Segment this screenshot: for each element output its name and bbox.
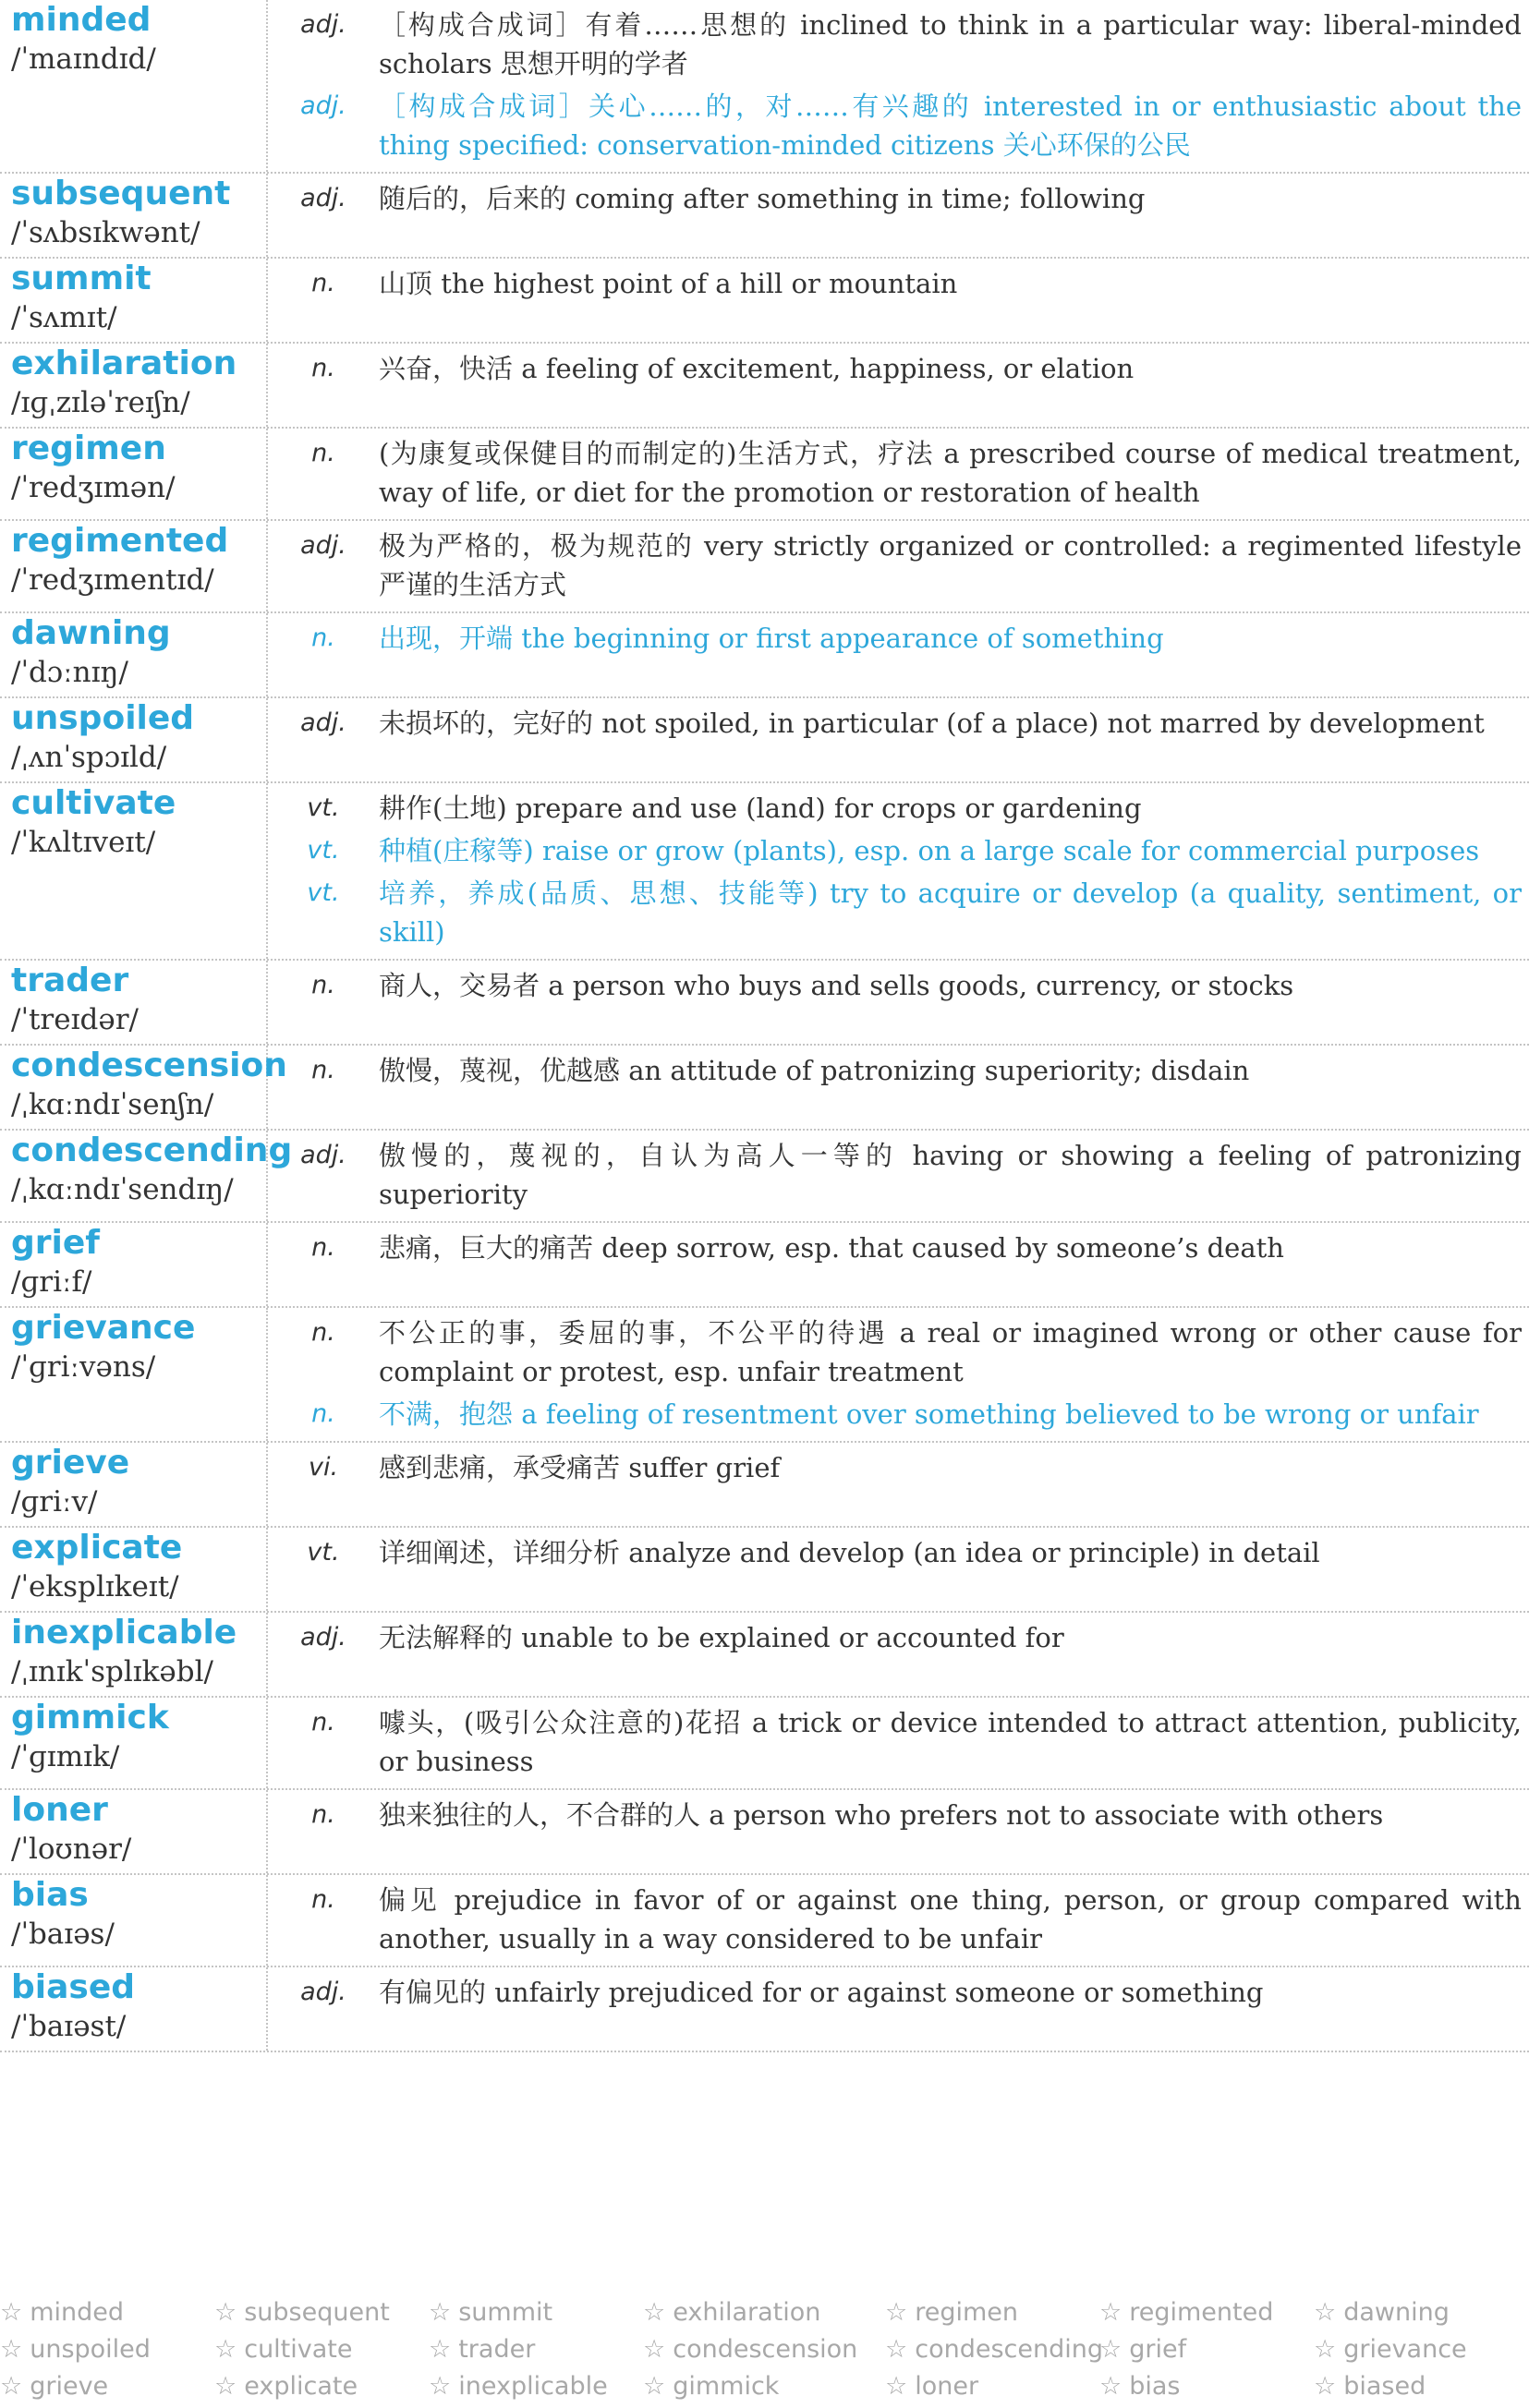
star-icon: ☆	[429, 2372, 452, 2401]
review-word-label: biased	[1343, 2372, 1426, 2401]
sense	[268, 1051, 1522, 1090]
review-word	[1314, 2331, 1529, 2368]
word-review-grid	[0, 2294, 1529, 2405]
definition-cell	[268, 344, 1529, 427]
definition-cell	[268, 1967, 1529, 2051]
definition: 偏见 prejudice in favor of or against one thing, person, or group compared with another, usually in a way considered to be unfair	[379, 1884, 1522, 1954]
star-icon: ☆	[1099, 2372, 1122, 2401]
review-word	[0, 2331, 214, 2368]
part-of-speech: n.	[311, 269, 335, 297]
headword: exhilaration	[11, 345, 237, 382]
headword: cultivate	[11, 784, 176, 822]
headword-cell	[0, 698, 268, 781]
definition: 无法解释的 unable to be explained or accounted for	[379, 1622, 1064, 1653]
part-of-speech: adj.	[300, 10, 346, 39]
review-word-label: trader	[458, 2335, 536, 2364]
part-of-speech: n.	[311, 623, 335, 652]
definition-cell	[268, 1613, 1529, 1696]
entry-row	[0, 1308, 1529, 1443]
review-word-label: summit	[458, 2298, 553, 2327]
entry-row	[0, 1131, 1529, 1223]
review-word-label: grieve	[30, 2372, 109, 2401]
review-word-label: condescending	[915, 2335, 1103, 2364]
headword-cell	[0, 1223, 268, 1306]
phonetic: /ˈsʌbsɪkwənt/	[11, 216, 200, 249]
part-of-speech: n.	[311, 1056, 335, 1084]
definition: 傲慢的，蔑视的，自认为高人一等的 having or showing a feeling of patronizing superiority	[379, 1140, 1522, 1210]
headword-cell	[0, 0, 268, 172]
review-word	[885, 2294, 1099, 2331]
definition-cell	[268, 1443, 1529, 1526]
phonetic: /ˌʌnˈspɔɪld/	[11, 741, 167, 774]
definition: 傲慢，蔑视，优越感 an attitude of patronizing superiority; disdain	[379, 1055, 1250, 1086]
definition: 有偏见的 unfairly prejudiced for or against someone or something	[379, 1977, 1264, 2008]
headword: grievance	[11, 1309, 196, 1347]
headword: condescending	[11, 1131, 293, 1169]
review-word	[429, 2294, 643, 2331]
star-icon: ☆	[1314, 2335, 1337, 2364]
sense	[268, 87, 1522, 164]
definition-cell	[268, 613, 1529, 696]
sense	[268, 264, 1522, 303]
headword: summit	[11, 260, 152, 297]
definition: 培养，养成(品质、思想、技能等) try to acquire or develop (a quality, sentiment, or skill)	[379, 877, 1522, 948]
headword: trader	[11, 962, 129, 999]
phonetic: /ɡriːv/	[11, 1485, 98, 1519]
definition: 独来独往的人，不合群的人 a person who prefers not to associate with others	[379, 1799, 1384, 1831]
phonetic: /ɡriːf/	[11, 1265, 92, 1299]
headword-cell	[0, 1698, 268, 1788]
headword-cell	[0, 1443, 268, 1526]
sense	[268, 1618, 1522, 1657]
definition: 感到悲痛，承受痛苦 suffer grief	[379, 1452, 781, 1483]
headword: condescension	[11, 1047, 287, 1084]
definition-cell	[268, 1790, 1529, 1873]
definition-cell	[268, 0, 1529, 172]
sense	[268, 349, 1522, 388]
sense	[268, 1448, 1522, 1487]
review-word-label: regimented	[1129, 2298, 1274, 2327]
phonetic: /ˈredʒɪmentɪd/	[11, 563, 214, 597]
headword: grieve	[11, 1444, 130, 1482]
headword: dawning	[11, 614, 171, 652]
review-word	[214, 2368, 429, 2405]
entry-row	[0, 613, 1529, 698]
definition-cell	[268, 429, 1529, 519]
sense	[268, 6, 1522, 83]
phonetic: /ɪɡˌzɪləˈreɪʃn/	[11, 386, 190, 419]
part-of-speech: n.	[311, 1800, 335, 1829]
headword-cell	[0, 961, 268, 1044]
phonetic: /ˈdɔːnɪŋ/	[11, 656, 128, 689]
entry-row	[0, 259, 1529, 344]
star-icon: ☆	[0, 2372, 23, 2401]
entry-row	[0, 344, 1529, 429]
part-of-speech: n.	[311, 971, 335, 999]
headword-cell	[0, 521, 268, 611]
star-icon: ☆	[885, 2372, 908, 2401]
star-icon: ☆	[429, 2298, 452, 2327]
part-of-speech: adj.	[300, 91, 346, 120]
part-of-speech: n.	[311, 1318, 335, 1347]
part-of-speech: adj.	[300, 531, 346, 560]
definition-cell	[268, 698, 1529, 781]
sense	[268, 1973, 1522, 2012]
entry-row	[0, 429, 1529, 521]
review-word	[214, 2331, 429, 2368]
sense	[268, 434, 1522, 512]
star-icon: ☆	[214, 2298, 237, 2327]
definition-cell	[268, 961, 1529, 1044]
headword-cell	[0, 259, 268, 342]
headword: explicate	[11, 1529, 183, 1567]
phonetic: /ˈredʒɪmən/	[11, 471, 176, 504]
star-icon: ☆	[885, 2298, 908, 2327]
part-of-speech: n.	[311, 1885, 335, 1914]
part-of-speech: n.	[311, 439, 335, 467]
headword-cell	[0, 1528, 268, 1611]
definition: 悲痛，巨大的痛苦 deep sorrow, esp. that caused by someone’s death	[379, 1232, 1284, 1264]
part-of-speech: adj.	[300, 708, 346, 737]
phonetic: /ˈɡɪmɪk/	[11, 1740, 120, 1773]
headword: minded	[11, 1, 152, 39]
phonetic: /ˌɪnɪkˈsplɪkəbl/	[11, 1655, 213, 1688]
sense	[268, 1395, 1522, 1434]
headword: grief	[11, 1224, 100, 1262]
headword: unspoiled	[11, 699, 195, 737]
entry-row	[0, 1967, 1529, 2052]
definition: 出现，开端 the beginning or first appearance of something	[379, 623, 1164, 654]
headword: biased	[11, 1968, 136, 2006]
part-of-speech: n.	[311, 1233, 335, 1262]
review-word	[429, 2331, 643, 2368]
headword-cell	[0, 344, 268, 427]
star-icon: ☆	[0, 2298, 23, 2327]
part-of-speech: vt.	[307, 793, 340, 822]
review-word-label: explicate	[244, 2372, 358, 2401]
sense	[268, 1703, 1522, 1781]
star-icon: ☆	[214, 2372, 237, 2401]
headword-cell	[0, 429, 268, 519]
review-word	[0, 2368, 214, 2405]
entry-row	[0, 1698, 1529, 1790]
headword-cell	[0, 174, 268, 257]
definition: ［构成合成词］关心……的，对……有兴趣的 interested in or enthusiastic about the thing specified: conservation-minded citizens 关心环保的公民	[379, 91, 1522, 161]
definition: 未损坏的，完好的 not spoiled, in particular (of a place) not marred by development	[379, 708, 1485, 739]
review-word	[643, 2368, 885, 2405]
sense	[268, 1533, 1522, 1572]
headword: gimmick	[11, 1699, 169, 1736]
review-word	[0, 2294, 214, 2331]
review-word-label: condescension	[673, 2335, 858, 2364]
part-of-speech: vt.	[307, 1538, 340, 1567]
star-icon: ☆	[1314, 2372, 1337, 2401]
definition-cell	[268, 1131, 1529, 1221]
entry-row	[0, 1046, 1529, 1131]
headword-cell	[0, 1875, 268, 1966]
review-word-label: dawning	[1343, 2298, 1450, 2327]
phonetic: /ˈeksplɪkeɪt/	[11, 1570, 179, 1603]
review-word-label: minded	[30, 2298, 125, 2327]
sense	[268, 1881, 1522, 1958]
review-word-label: exhilaration	[673, 2298, 821, 2327]
part-of-speech: n.	[311, 1708, 335, 1736]
part-of-speech: adj.	[300, 1141, 346, 1169]
definition: 噱头，(吸引公众注意的)花招 a trick or device intended to attract attention, publicity, or business	[379, 1707, 1522, 1777]
headword: regimen	[11, 430, 166, 467]
review-word-label: inexplicable	[458, 2372, 608, 2401]
review-word-label: grievance	[1343, 2335, 1467, 2364]
entry-row	[0, 1875, 1529, 1967]
part-of-speech: vt.	[307, 878, 340, 907]
review-word	[1314, 2368, 1529, 2405]
part-of-speech: n.	[311, 354, 335, 382]
definition-cell	[268, 259, 1529, 342]
review-word-label: grief	[1129, 2335, 1187, 2364]
definition-cell	[268, 521, 1529, 611]
star-icon: ☆	[1099, 2335, 1122, 2364]
definition: 随后的，后来的 coming after something in time; following	[379, 183, 1146, 214]
review-word-label: bias	[1129, 2372, 1181, 2401]
phonetic: /ˈbaɪəst/	[11, 2010, 127, 2043]
headword-cell	[0, 1131, 293, 1221]
phonetic: /ˈɡriːvəns/	[11, 1350, 156, 1384]
entry-row	[0, 1790, 1529, 1875]
phonetic: /ˈloʊnər/	[11, 1833, 132, 1866]
headword: bias	[11, 1876, 89, 1914]
part-of-speech: adj.	[300, 1623, 346, 1652]
phonetic: /ˈsʌmɪt/	[11, 301, 117, 334]
phonetic: /ˈmaɪndɪd/	[11, 42, 156, 76]
headword-cell	[0, 1790, 268, 1873]
definition-cell	[268, 174, 1529, 257]
phonetic: /ˌkɑːndɪˈsenʃn/	[11, 1088, 214, 1121]
review-word-label: unspoiled	[30, 2335, 151, 2364]
phonetic: /ˌkɑːndɪˈsendɪŋ/	[11, 1173, 234, 1206]
sense	[268, 789, 1522, 828]
definition: 兴奋，快活 a feeling of excitement, happiness, or elation	[379, 353, 1135, 384]
star-icon: ☆	[1314, 2298, 1337, 2327]
sense	[268, 1313, 1522, 1391]
review-word	[643, 2331, 885, 2368]
definition: ［构成合成词］有着……思想的 inclined to think in a particular way: liberal-minded scholars 思想开明的学者	[379, 9, 1522, 79]
definition: 极为严格的，极为规范的 very strictly organized or controlled: a regimented lifestyle 严谨的生活方式	[379, 530, 1522, 600]
definition: (为康复或保健目的而制定的)生活方式，疗法 a prescribed course of medical treatment, way of life, or diet for the promotion or restoration of health	[379, 438, 1522, 508]
review-word	[1099, 2294, 1314, 2331]
definition: 不满，抱怨 a feeling of resentment over something believed to be wrong or unfair	[379, 1398, 1479, 1430]
part-of-speech: n.	[311, 1399, 335, 1428]
entry-row	[0, 698, 1529, 783]
sense	[268, 704, 1522, 743]
entry-row	[0, 1613, 1529, 1698]
entry-row	[0, 1223, 1529, 1308]
headword: inexplicable	[11, 1614, 237, 1652]
review-word-label: regimen	[915, 2298, 1019, 2327]
definition: 耕作(土地) prepare and use (land) for crops or gardening	[379, 793, 1142, 824]
sense	[268, 619, 1522, 658]
review-word-label: subsequent	[244, 2298, 390, 2327]
headword: regimented	[11, 522, 229, 560]
part-of-speech: vt.	[307, 836, 340, 865]
sense	[268, 1228, 1522, 1267]
definition: 不公正的事，委屈的事，不公平的待遇 a real or imagined wrong or other cause for complaint or protest, esp. unfair treatment	[379, 1317, 1522, 1387]
definition-cell	[268, 1698, 1529, 1788]
headword-cell	[0, 1308, 268, 1441]
star-icon: ☆	[1099, 2298, 1122, 2327]
part-of-speech: adj.	[300, 184, 346, 212]
sense	[268, 874, 1522, 951]
headword: subsequent	[11, 175, 231, 212]
headword-cell	[0, 1967, 268, 2051]
star-icon: ☆	[429, 2335, 452, 2364]
sense	[268, 179, 1522, 218]
star-icon: ☆	[643, 2372, 666, 2401]
review-word	[643, 2294, 885, 2331]
definition-cell	[268, 1223, 1529, 1306]
review-word-label: cultivate	[244, 2335, 353, 2364]
part-of-speech: adj.	[300, 1978, 346, 2006]
sense	[268, 526, 1522, 604]
definition-cell	[268, 1875, 1529, 1966]
star-icon: ☆	[0, 2335, 23, 2364]
entry-row	[0, 1528, 1529, 1613]
star-icon: ☆	[885, 2335, 908, 2364]
definition: 商人，交易者 a person who buys and sells goods, currency, or stocks	[379, 970, 1294, 1001]
sense	[268, 1796, 1522, 1834]
entry-row	[0, 521, 1529, 613]
review-word	[429, 2368, 643, 2405]
review-word-label: gimmick	[673, 2372, 780, 2401]
definition: 山顶 the highest point of a hill or mountain	[379, 268, 958, 299]
review-word	[1099, 2368, 1314, 2405]
phonetic: /ˈbaɪəs/	[11, 1918, 115, 1951]
review-word	[214, 2294, 429, 2331]
definition: 种植(庄稼等) raise or grow (plants), esp. on a large scale for commercial purposes	[379, 835, 1480, 866]
headword-cell	[0, 613, 268, 696]
review-word	[885, 2368, 1099, 2405]
headword: loner	[11, 1791, 108, 1829]
star-icon: ☆	[643, 2298, 666, 2327]
review-word	[885, 2331, 1103, 2368]
review-word-label: loner	[915, 2372, 979, 2401]
star-icon: ☆	[643, 2335, 666, 2364]
review-word	[1314, 2294, 1529, 2331]
definition-cell	[268, 1528, 1529, 1611]
entry-row	[0, 174, 1529, 259]
sense	[268, 966, 1522, 1005]
entry-row	[0, 961, 1529, 1046]
headword-cell	[0, 783, 268, 959]
review-word	[1099, 2331, 1314, 2368]
entry-row	[0, 0, 1529, 174]
part-of-speech: vi.	[308, 1453, 339, 1482]
star-icon: ☆	[214, 2335, 237, 2364]
phonetic: /ˈtreɪdər/	[11, 1003, 139, 1036]
definition-cell	[268, 783, 1529, 959]
sense	[268, 1136, 1522, 1214]
definition-cell	[268, 1308, 1529, 1441]
definition: 详细阐述，详细分析 analyze and develop (an idea or principle) in detail	[379, 1537, 1320, 1568]
headword-cell	[0, 1613, 268, 1696]
phonetic: /ˈkʌltɪveɪt/	[11, 826, 156, 859]
sense	[268, 831, 1522, 870]
entry-row	[0, 783, 1529, 961]
entry-row	[0, 1443, 1529, 1528]
headword-cell	[0, 1046, 287, 1129]
definition-cell	[268, 1046, 1529, 1129]
